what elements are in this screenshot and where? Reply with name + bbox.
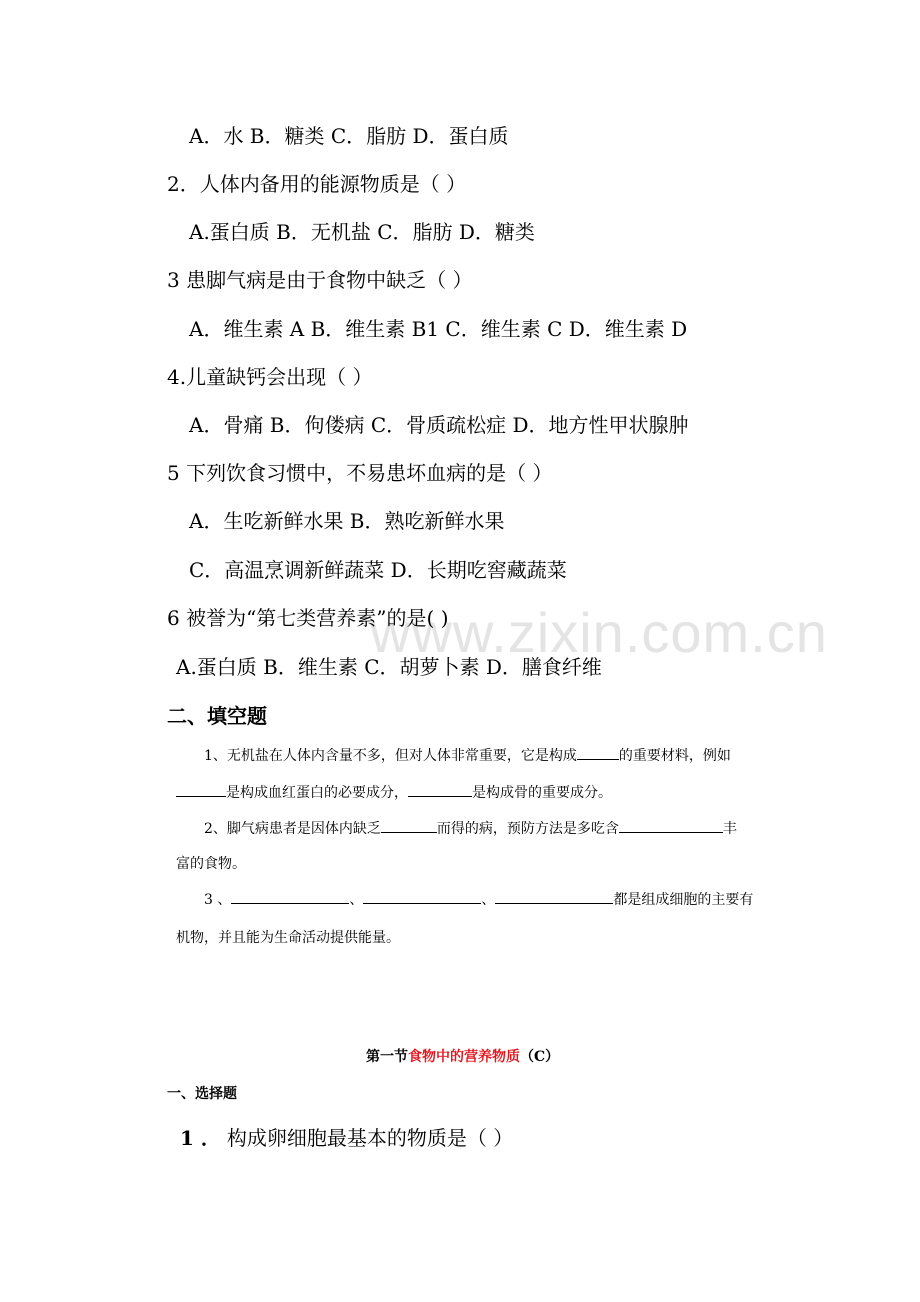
- q2-stem: 2．人体内备用的能源物质是（ ）: [167, 172, 467, 196]
- q4-stem: 4.儿童缺钙会出现（ ）: [167, 365, 373, 389]
- watermark: www.zixin.com.cn: [370, 601, 828, 664]
- fill-1-blank-b[interactable]: [176, 795, 226, 797]
- fill-3-line-1: [204, 893, 753, 907]
- title-red: 食物中的营养物质: [408, 1049, 520, 1065]
- fill-3-line-2: 机物，并且能为生命活动提供能量。: [176, 930, 400, 946]
- section-c-subheading: 一、选择题: [167, 1086, 237, 1102]
- fill-2-line-2: 富的食物。: [176, 856, 246, 872]
- fill-2-text-c: 丰: [722, 821, 737, 837]
- title-prefix: 第一节: [366, 1049, 408, 1065]
- section-c-title: [366, 1050, 559, 1064]
- q2-options: A.蛋白质 B．无机盐 C．脂肪 D．糖类: [189, 220, 535, 244]
- q5-options-cd: C．高温烹调新鲜蔬菜 D．长期吃窖藏蔬菜: [189, 558, 567, 582]
- section-c-q1-number: 1 ．: [180, 1126, 221, 1150]
- q5-options-ab: A．生吃新鲜水果 B．熟吃新鲜水果: [189, 509, 505, 533]
- title-suffix: （C）: [520, 1049, 560, 1065]
- q4-options: A．骨痛 B．佝偻病 C．骨质疏松症 D．地方性甲状腺肿: [189, 413, 689, 437]
- fill-3-sep-1: 、: [349, 892, 364, 908]
- fill-2-line-1: [204, 822, 737, 836]
- fill-3-blank-c[interactable]: [495, 902, 613, 904]
- q6-stem: 6 被誉为“第七类营养素”的是( ): [167, 606, 449, 630]
- fill-2-text-a: 2、脚气病患者是因体内缺乏: [204, 821, 381, 837]
- fill-2-blank-a[interactable]: [381, 831, 437, 833]
- q6-options: A.蛋白质 B．维生素 C．胡萝卜素 D．膳食纤维: [176, 655, 602, 679]
- fill-1-text-b: 的重要材料，例如: [618, 748, 731, 764]
- fill-2-blank-b[interactable]: [619, 831, 723, 833]
- fill-1-blank-c[interactable]: [408, 795, 472, 797]
- section-c-q1-stem: 构成卵细胞最基本的物质是（ ）: [226, 1126, 514, 1150]
- fill-3-blank-b[interactable]: [363, 902, 481, 904]
- q3-options: A．维生素 A B．维生素 B1 C．维生素 C D．维生素 D: [189, 317, 688, 341]
- fill-1-text-d: 是构成骨的重要成分。: [472, 785, 612, 801]
- fill-3-text-b: 都是组成细胞的主要有: [613, 892, 754, 908]
- q5-stem: 5 下列饮食习惯中，不易患坏血病的是（ ）: [167, 461, 553, 485]
- fill-3-text-a: 3 、: [204, 892, 232, 908]
- fill-1-line-1: [204, 749, 731, 763]
- fill-1-text-c: 是构成血红蛋白的必要成分，: [226, 785, 408, 801]
- fill-1-line-2: [176, 786, 612, 800]
- fill-3-blank-a[interactable]: [231, 902, 349, 904]
- q1-options: A．水 B．糖类 C．脂肪 D．蛋白质: [189, 124, 509, 148]
- section-two-heading: 二、填空题: [167, 704, 267, 728]
- fill-1-text-a: 1、无机盐在人体内含量不多，但对人体非常重要，它是构成: [204, 748, 577, 764]
- fill-1-blank-a[interactable]: [577, 758, 619, 760]
- q3-stem: 3 患脚气病是由于食物中缺乏（ ）: [167, 268, 473, 292]
- section-c-q1: [180, 1128, 513, 1148]
- fill-3-sep-2: 、: [481, 892, 496, 908]
- fill-2-text-b: 而得的病，预防方法是多吃含: [436, 821, 619, 837]
